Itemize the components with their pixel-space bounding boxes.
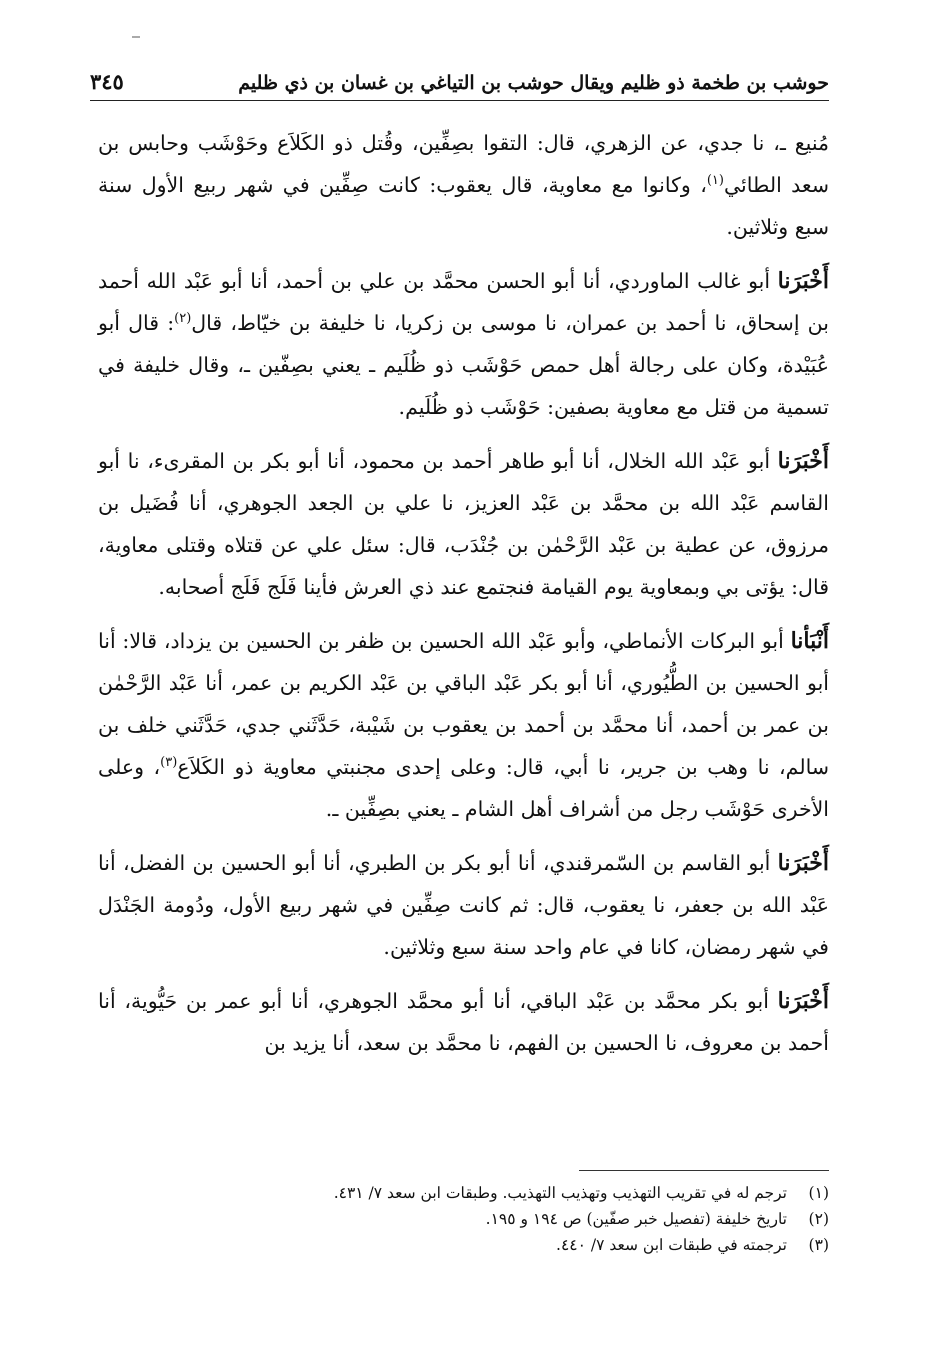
- paragraph: [98, 620, 829, 830]
- footnote-divider: [579, 1170, 829, 1171]
- main-text: [98, 122, 829, 1076]
- footnotes: [98, 1180, 829, 1258]
- paragraph-text: أبو البركات الأنماطي، وأبو عَبْد الله الحسين بن ظفر بن الحسين بن يزداد، قالا: أنا أبو الحسين بن الطُّيُوري، أنا أبو بكر عَبْد الباقي بن عَبْد الكريم بن عمر، أنا عَبْد الرَّحْمٰن بن عمر بن أحمد، أنا محمَّد بن أحمد بن يعقوب بن شَيْبة، حَدَّثَني جدي، حَدَّثَني خلف بن سالم، نا وهب بن جرير، نا أبي، قال: وعلى إحدى مجنبتي معاوية ذو الكَلاَع: [98, 629, 829, 779]
- paragraph-text: مُنيع ـ، نا جدي، عن الزهري، قال: التقوا بصِفِّين، وقُتل ذو الكَلاَع وحَوْشَب وحابس بن سعد الطائي: [98, 131, 830, 197]
- footnote-number: (٢): [808, 1210, 829, 1228]
- paragraph-lead: أَخْبَرَنا: [777, 850, 829, 876]
- footnote-ref: (٣): [160, 755, 178, 771]
- paragraph: [98, 440, 829, 608]
- paragraph: [98, 980, 829, 1064]
- paragraph: [98, 122, 829, 248]
- paragraph-text: أبو بكر محمَّد بن عَبْد الباقي، أنا أبو محمَّد الجوهري، أنا أبو عمر بن حَيُّوية، أنا أحمد بن معروف، نا الحسين بن الفهم، نا محمَّد بن سعد، أنا يزيد بن: [98, 989, 829, 1055]
- footnote-text: ترجمته في طبقات ابن سعد ٧/ ٤٤٠.: [556, 1236, 787, 1254]
- paragraph: [98, 260, 829, 428]
- footnote-text: تاريخ خليفة (تفصيل خبر صفّين) ص ١٩٤ و ١٩٥.: [485, 1210, 787, 1228]
- paragraph-text: أبو غالب الماوردي، أنا أبو الحسن محمَّد بن علي بن أحمد، أنا أبو عَبْد الله أحمد بن إسحاق، نا أحمد بن عمران، نا موسى بن زكريا، نا خليفة بن خيّاط، قال: [98, 269, 829, 335]
- paragraph-lead: أَنْبَأنا: [790, 628, 829, 654]
- footnote: [98, 1180, 829, 1206]
- paragraph-text: أبو عَبْد الله الخلال، أنا أبو طاهر أحمد بن محمود، أنا أبو بكر بن المقرىء، نا أبو القاسم عَبْد الله بن محمَّد بن عَبْد العزيز، نا علي بن الجعد الجوهري، أنا فُضَيل بن مرزوق، عن عطية بن عَبْد الرَّحْمٰن بن جُنْدَب، قال: سئل علي عن قتلاه وقتلى معاوية، قال: يؤتى بي وبمعاوية يوم القيامة فنجتمع عند ذي العرش فأينا فَلَج فَلَج أصحابه.: [98, 449, 829, 599]
- paragraph-text: أبو القاسم بن السّمرقندي، أنا أبو بكر بن الطبري، أنا أبو الحسين بن الفضل، أنا عَبْد الله بن جعفر، نا يعقوب، قال: ثم كانت صِفِّين في شهر ربيع الأول، ودُومة الجَنْدَل في شهر رمضان، كانا في عام واحد سنة سبع وثلاثين.: [98, 851, 829, 959]
- paragraph-text: ، وكانوا مع معاوية، قال يعقوب: كانت صِفِّين في شهر ربيع الأول سنة سبع وثلاثين.: [98, 173, 829, 239]
- page-header: [90, 58, 829, 101]
- footnote-ref: (١): [706, 173, 724, 189]
- footnote-text: ترجم له في تقريب التهذيب وتهذيب التهذيب. وطبقات ابن سعد ٧/ ٤٣١.: [333, 1184, 787, 1202]
- footnote: [98, 1206, 829, 1232]
- paragraph: [98, 842, 829, 968]
- footnote-number: (٣): [808, 1236, 829, 1254]
- paragraph-lead: أَخْبَرَنا: [777, 268, 829, 294]
- footnote-number: (١): [808, 1184, 829, 1202]
- scan-artifact: [132, 36, 140, 38]
- paragraph-text: ، وعلى الأخرى حَوْشَب رجل من أشراف أهل الشام ـ يعني بصِفِّين ـ.: [98, 755, 829, 821]
- paragraph-text: : قال أبو عُبَيْدة، وكان على رجالة أهل حمص حَوْشَب ذو ظُلَيم ـ يعني بصِفّين ـ، وقال خليفة في تسمية من قتل مع معاوية بصفين: حَوْشَب ذو ظُلَيم.: [98, 311, 829, 419]
- paragraph-lead: أَخْبَرَنا: [777, 448, 829, 474]
- page-number: ٣٤٥: [90, 69, 124, 94]
- running-title: حوشب بن طخمة ذو ظليم ويقال حوشب بن التياغي بن غسان بن ذي ظليم: [238, 72, 829, 94]
- footnote-ref: (٢): [174, 311, 192, 327]
- footnote: [98, 1232, 829, 1258]
- paragraph-lead: أَخْبَرَنا: [777, 988, 829, 1014]
